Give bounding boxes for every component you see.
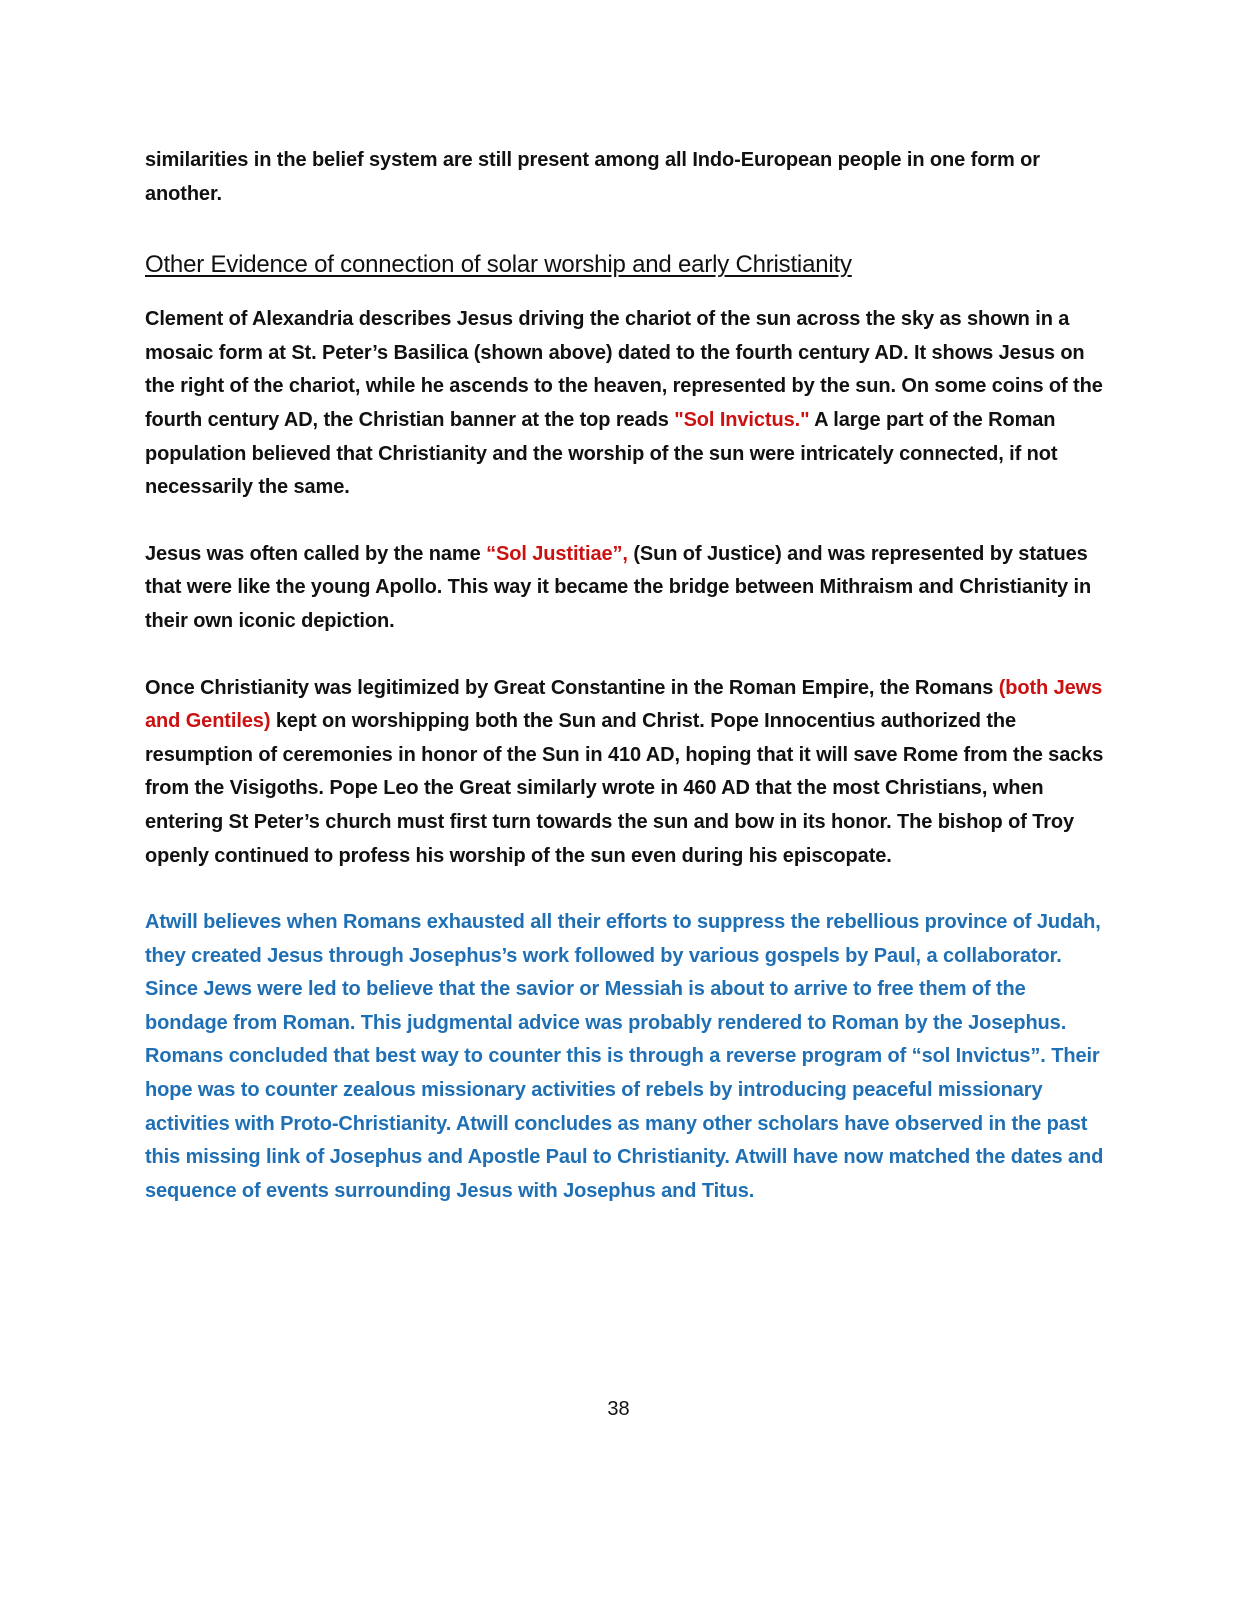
jews-gentiles-highlight: (both Jews and Gentiles): [145, 676, 1103, 733]
paragraph-constantine-text-2: kept on worshipping both the Sun and Christ. Pope Innocentius authorized the resumption of ceremonies in honor of the Sun in 410 AD, hoping that it will save Rome from the sacks from the Visigoths. Pope Leo the Great similarly wrote in 460 AD that the most Christians, when entering St Peter’s church must first turn towards the sun and bow in its honor. The bishop of Troy openly continued to profess his worship of the sun even during his episcopate.: [145, 710, 1104, 867]
paragraph-sol-justitiae-text-1: Jesus was often called by the name: [145, 542, 487, 565]
intro-paragraph: [145, 144, 1105, 211]
sol-invictus-highlight: "Sol Invictus.": [674, 408, 810, 431]
paragraph-constantine: [145, 672, 1105, 874]
paragraph-clement: [145, 303, 1105, 505]
paragraph-constantine-text-1: Once Christianity was legitimized by Great Constantine in the Roman Empire, the Romans: [145, 676, 999, 699]
page-number: 38: [607, 1398, 630, 1420]
intro-text: similarities in the belief system are still present among all Indo-European people in one form or another.: [145, 149, 1040, 205]
paragraph-atwill: [145, 906, 1105, 1208]
paragraph-sol-justitiae: [145, 538, 1105, 639]
section-heading: Other Evidence of connection of solar worship and early Christianity: [145, 251, 852, 279]
paragraph-clement-text-1: Clement of Alexandria describes Jesus driving the chariot of the sun across the sky as shown in a mosaic form at St. Peter’s Basilica (shown above) dated to the fourth century AD. It shows Jesus on the right of the chariot, while he ascends to the heaven, represented by the sun. On some coins of the fourth century AD, the Christian banner at the top reads: [145, 308, 1103, 431]
paragraph-clement-text-2: A large part of the Roman population believed that Christianity and the worship of the sun were intricately connected, if not necessarily the same.: [145, 408, 1058, 499]
sol-justitiae-highlight: “Sol Justitiae”,: [486, 542, 628, 565]
paragraph-sol-justitiae-text-2: (Sun of Justice) and was represented by statues that were like the young Apollo. This way it became the bridge between Mithraism and Christianity in their own iconic depiction.: [145, 542, 1092, 632]
paragraph-atwill-text: Atwill believes when Romans exhausted all their efforts to suppress the rebellious province of Judah, they created Jesus through Josephus’s work followed by various gospels by Paul, a collaborator. Since Jews were led to believe that the savior or Messiah is about to arrive to free them of the bondage from Roman. This judgmental advice was probably rendered to Roman by the Josephus. Romans concluded that best way to counter this is through a reverse program of “sol Invictus”. Their hope was to counter zealous missionary activities of rebels by introducing peaceful missionary activities with Proto-Christianity. Atwill concludes as many other scholars have observed in the past this missing link of Josephus and Apostle Paul to Christianity. Atwill have now matched the dates and sequence of events surrounding Jesus with Josephus and Titus.: [145, 911, 1104, 1202]
document-page: [145, 144, 1105, 1208]
